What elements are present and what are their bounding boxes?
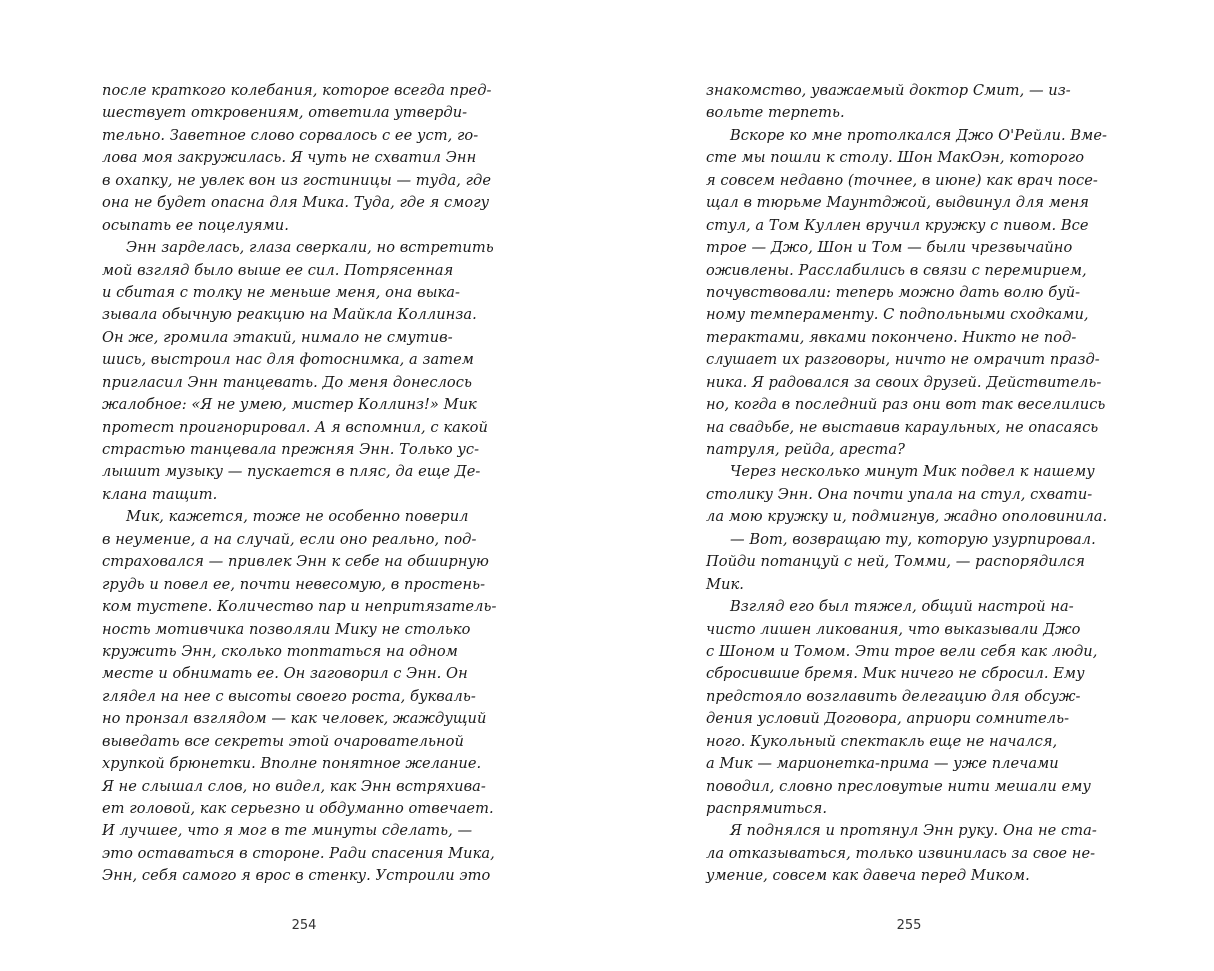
text-line: поводил, словно пресловутые нити мешали ему [706,777,1091,795]
text-line: Вскоре ко мне протолкался Джо О'Рейли. Вме- [730,126,1107,144]
text-line: осыпать ее поцелуями. [102,216,289,234]
text-line: с Шоном и Томом. Эти трое вели себя как люди, [706,642,1098,660]
text-line: сбросившие бремя. Мик ничего не сбросил. Ему [706,665,1085,683]
text-line: Взгляд его был тяжел, общий настрой на- [730,598,1074,616]
text-line: Энн зарделась, глаза сверкали, но встретить [126,239,494,257]
text-line: щал в тюрьме Маунтджой, выдвинул для меня [706,194,1090,212]
text-line: распрямиться. [706,800,828,817]
text-line: мой взгляд было выше ее сил. Потрясенная [102,261,454,279]
text-line: кружить Энн, сколько топтаться на одном [102,642,458,660]
text-line: сте мы пошли к столу. Шон МакОэн, которого [706,149,1085,167]
text-line: И лучшее, что я мог в те минуты сделать, — [102,822,473,840]
text-line: это оставаться в стороне. Ради спасения Мика, [102,844,495,862]
page-number-right: 255 [896,918,922,933]
text-line: знакомство, уважаемый доктор Смит, — из- [706,82,1071,99]
text-line: и сбитая с толку не меньше меня, она выка- [102,283,461,301]
text-line: грудь и повел ее, почти невесомую, в простень- [102,575,486,593]
text-line: после краткого колебания, которое всегда пред- [102,82,492,99]
text-line: но пронзал взглядом — как человек, жаждущий [102,710,487,728]
text-line: тельно. Заветное слово сорвалось с ее уст, го- [102,126,479,144]
text-line: протест проигнорировал. А я вспомнил, с какой [102,418,488,436]
text-line: на свадьбе, не выставив караульных, не опасаясь [706,418,1099,436]
text-line: в неумение, а на случай, если оно реально, под- [102,530,477,548]
text-line: клана тащит. [102,485,218,503]
text-line: выведать все секреты этой очаровательной [102,732,464,750]
text-line: предстояло возглавить делегацию для обсуж- [706,687,1081,705]
text-line: глядел на нее с высоты своего роста, букваль- [102,687,476,705]
text-line: почувствовали: теперь можно дать волю буй- [706,283,1081,301]
text-line: Мик. [706,575,744,593]
text-line: ла мою кружку и, подмигнув, жадно ополовинила. [706,508,1108,526]
text-line: она не будет опасна для Мика. Туда, где я смогу [102,194,490,212]
left-page-text [102,80,506,888]
text-line: умение, совсем как давеча перед Миком. [706,867,1030,885]
text-line: лышит музыку — пускается в пляс, да еще Де- [102,463,481,481]
text-line: ла отказываться, только извинилась за свое не- [706,844,1096,862]
right-page-text [706,80,1110,888]
text-line: в охапку, не увлек вон из гостиницы — туда, где [102,171,492,189]
text-line: ному темпераменту. С подпольными сходками, [706,306,1089,324]
text-line: патруля, рейда, ареста? [706,441,905,458]
text-line: вольте терпеть. [706,104,845,122]
text-line: пригласил Энн танцевать. До меня донеслось [102,373,472,391]
text-line: ника. Я радовался за своих друзей. Действитель- [706,373,1102,391]
text-line: страстью танцевала прежняя Энн. Только ус- [102,441,480,458]
text-line: ного. Кукольный спектакль еще не начался, [706,732,1058,750]
page-number-left: 254 [291,918,317,933]
text-line: Мик, кажется, тоже не особенно поверил [126,508,469,526]
text-line: дения условий Договора, априори сомнитель- [706,710,1070,728]
text-line: шествует откровениям, ответила утверди- [102,104,468,122]
text-line: Пойди потанцуй с ней, Томми, — распорядился [706,553,1085,571]
text-line: оживлены. Расслабились в связи с перемирием, [706,261,1087,279]
text-line: столику Энн. Она почти упала на стул, схвати- [706,485,1093,503]
text-line: а Мик — марионетка-прима — уже плечами [706,755,1059,773]
text-line: стул, а Том Куллен вручил кружку с пивом. Все [706,216,1089,234]
text-line: ком тустепе. Количество пар и непритязатель- [102,598,497,616]
text-line: чисто лишен ликования, что выказывали Джо [706,620,1081,638]
text-line: но, когда в последний раз они вот так веселились [706,396,1106,414]
text-line: Он же, громила этакий, нимало не смутив- [102,328,453,346]
text-line: ность мотивчика позволяли Мику не столько [102,620,471,638]
text-line: месте и обнимать ее. Он заговорил с Энн. Он [102,665,468,683]
text-line: шись, выстроил нас для фотоснимка, а затем [102,351,474,369]
text-line: Через несколько минут Мик подвел к нашему [730,463,1095,481]
text-line: я совсем недавно (точнее, в июне) как врач посе- [706,171,1098,189]
text-line: страховался — привлек Энн к себе на обширную [102,553,489,571]
text-line: жалобное: «Я не умею, мистер Коллинз!» Мик [102,396,477,414]
text-line: Я не слышал слов, но видел, как Энн встряхива- [102,777,486,795]
text-line: — Вот, возвращаю ту, которую узурпировал. [730,530,1096,548]
text-line: Энн, себя самого я врос в стенку. Устроили это [102,867,491,885]
text-line: Я поднялся и протянул Энн руку. Она не ста- [730,822,1097,840]
text-line: слушает их разговоры, ничто не омрачит празд- [706,351,1100,369]
text-line: ет головой, как серьезно и обдуманно отвечает. [102,800,494,817]
text-line: хрупкой брюнетки. Вполне понятное желание. [102,755,482,773]
text-line: терактами, явками покончено. Никто не под- [706,328,1077,346]
text-line: зывала обычную реакцию на Майкла Коллинза. [102,306,477,324]
text-line: трое — Джо, Шон и Том — были чрезвычайно [706,239,1073,257]
text-line: лова моя закружилась. Я чуть не схватил Энн [102,149,477,167]
